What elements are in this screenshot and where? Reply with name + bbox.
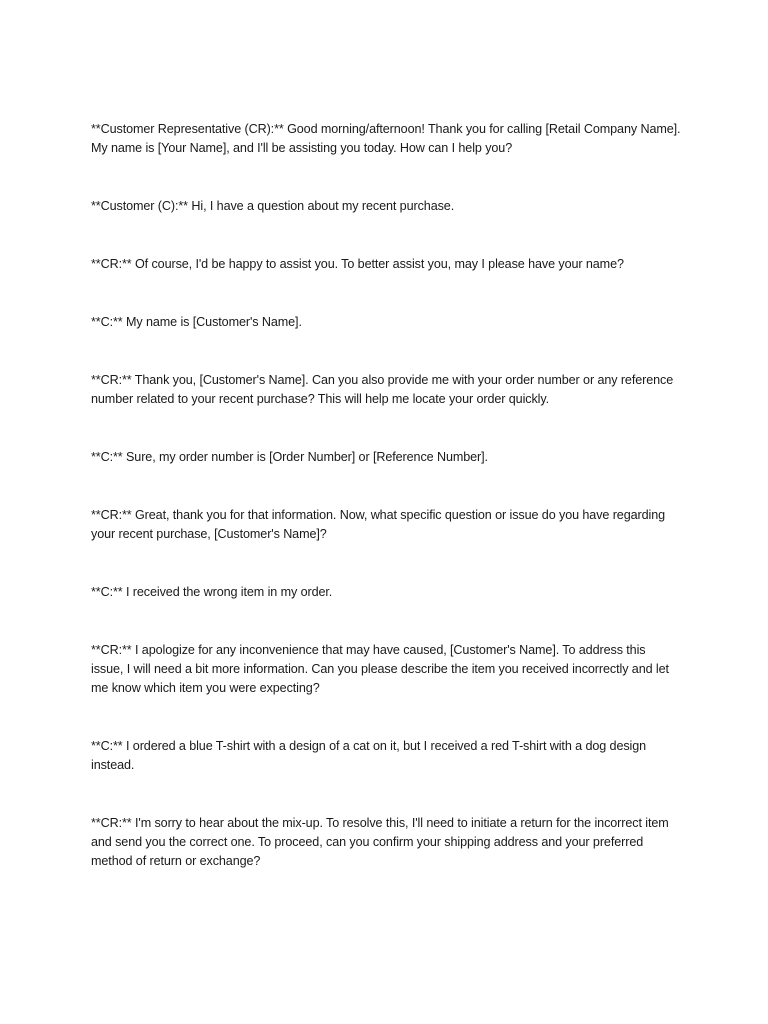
document-body: [91, 120, 681, 910]
paragraph-cr-apology: **CR:** I apologize for any inconvenience that may have caused, [Customer's Name]. To address this issue, I will need a bit more information. Can you please describe the item you received incorrectly and let me know which item you were expecting?: [91, 643, 669, 695]
paragraph-cr-resolution: **CR:** I'm sorry to hear about the mix-up. To resolve this, I'll need to initiate a return for the incorrect item and send you the correct one. To proceed, can you confirm your shipping address and your preferred method of return or exchange?: [91, 816, 669, 868]
paragraph-cr-ask-order: **CR:** Thank you, [Customer's Name]. Can you also provide me with your order number or any reference number related to your recent purchase? This will help me locate your order quickly.: [91, 373, 674, 406]
paragraph-cr-ask-name: **CR:** Of course, I'd be happy to assist you. To better assist you, may I please have your name?: [91, 257, 624, 271]
paragraph-cr-ask-issue: **CR:** Great, thank you for that information. Now, what specific question or issue do you have regarding your recent purchase, [Customer's Name]?: [91, 508, 666, 541]
paragraph-cr-greeting: **Customer Representative (CR):** Good morning/afternoon! Thank you for calling [Retail Company Name]. My name is [Your Name], and I'll be assisting you today. How can I help you?: [91, 122, 681, 155]
paragraph-c-name: **C:** My name is [Customer's Name].: [91, 315, 302, 329]
paragraph-c-question: **Customer (C):** Hi, I have a question about my recent purchase.: [91, 199, 455, 213]
paragraph-c-wrong-item: **C:** I received the wrong item in my order.: [91, 585, 333, 599]
paragraph-c-item-details: **C:** I ordered a blue T-shirt with a design of a cat on it, but I received a red T-shirt with a dog design instead.: [91, 739, 647, 772]
paragraph-c-order-number: **C:** Sure, my order number is [Order Number] or [Reference Number].: [91, 450, 488, 464]
